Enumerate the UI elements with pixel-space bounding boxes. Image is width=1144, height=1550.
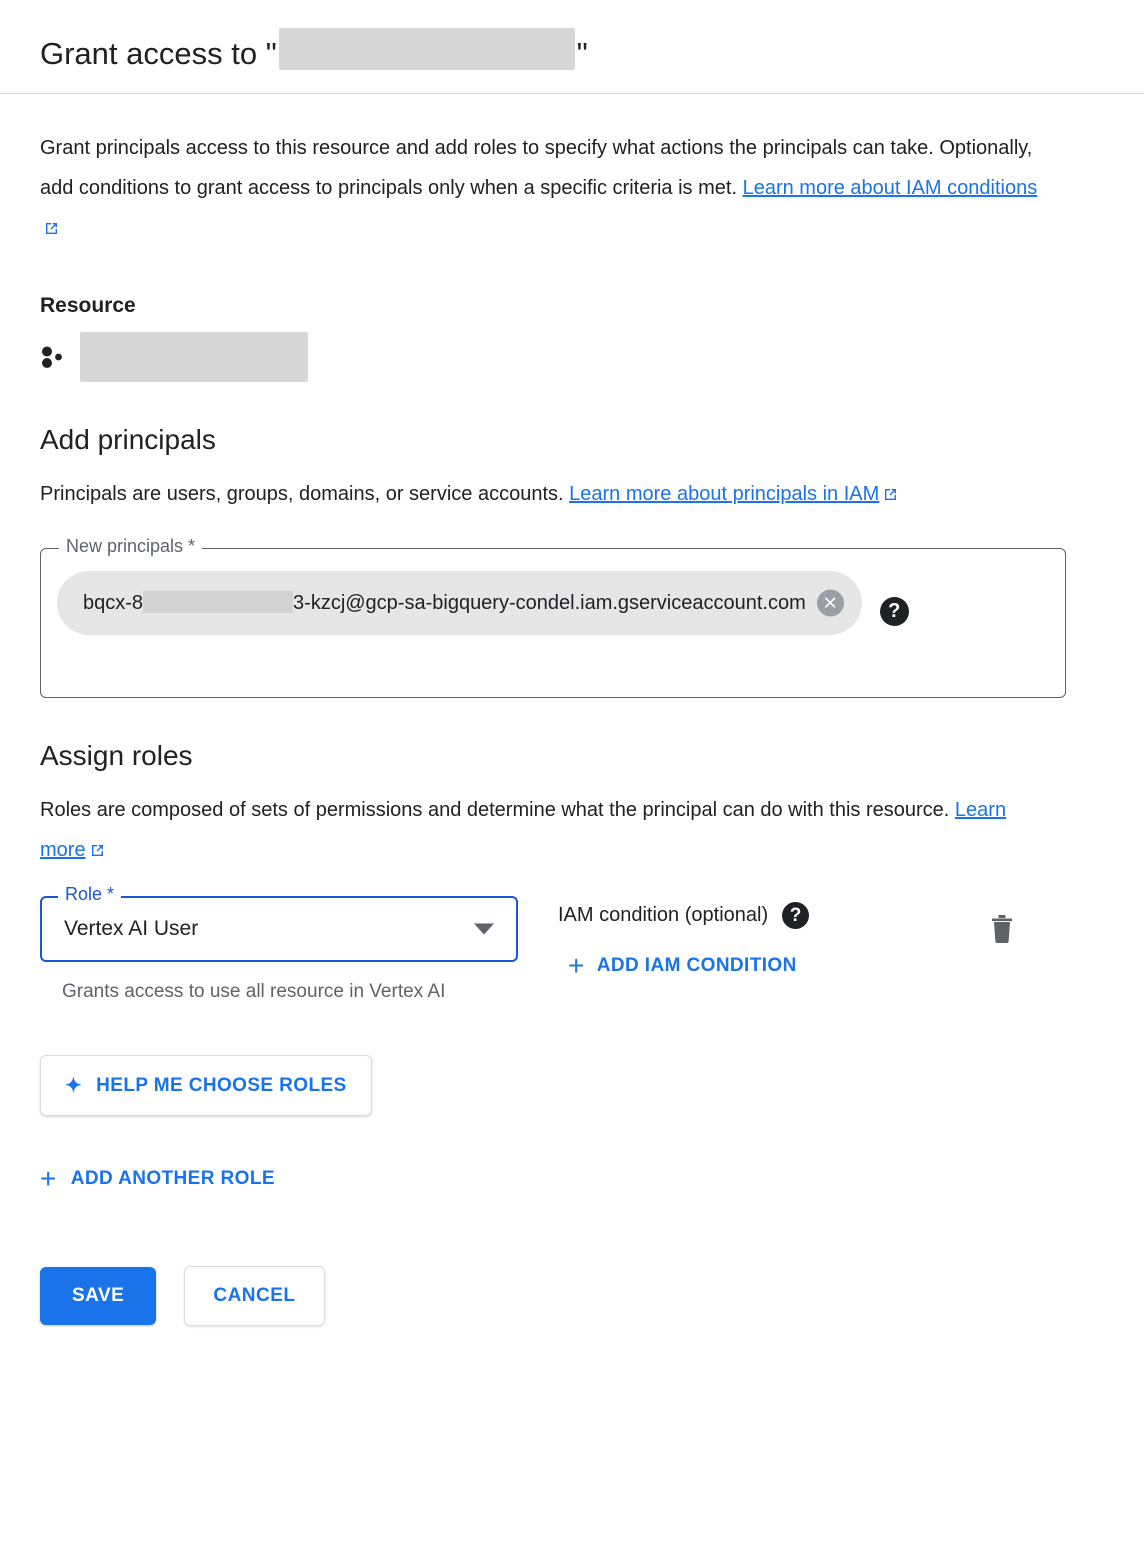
principal-chip-prefix: bqcx-8 [83, 592, 144, 614]
roles-description [40, 790, 1050, 870]
principal-chip-redaction [143, 591, 293, 613]
principal-chip-suffix: 3-kzcj@gcp-sa-bigquery-condel.iam.gserviceaccount.com [293, 592, 806, 614]
iam-condition-column [558, 896, 809, 985]
intro-paragraph [40, 128, 1050, 248]
role-description-hint: Grants access to use all resource in Vertex AI [62, 981, 446, 1002]
sparkle-icon: ✦ [65, 1075, 83, 1097]
help-me-choose-roles-label: HELP ME CHOOSE ROLES [96, 1074, 347, 1096]
iam-condition-label-row [558, 902, 809, 929]
add-another-role-label: ADD ANOTHER ROLE [70, 1168, 275, 1189]
remove-principal-icon[interactable]: × [817, 590, 844, 617]
resource-nodes-icon [40, 344, 66, 370]
add-principals-heading: Add principals [40, 424, 216, 455]
iam-conditions-link[interactable]: Learn more about IAM conditions [742, 177, 1038, 199]
dialog-body [0, 94, 1144, 1366]
plus-icon: + [568, 950, 585, 981]
iam-condition-help-icon[interactable]: ? [782, 902, 809, 929]
dialog-footer [40, 1266, 1104, 1366]
external-link-icon [883, 487, 898, 502]
add-iam-condition-label: ADD IAM CONDITION [596, 955, 797, 976]
roles-learn-more-link[interactable]: Learn more [40, 799, 1007, 861]
redacted-resource-value [80, 332, 308, 382]
external-link-icon [90, 843, 105, 858]
role-row [40, 884, 1104, 1007]
role-selected-value: Vertex AI User [64, 917, 199, 940]
role-select[interactable] [40, 896, 518, 962]
new-principals-field[interactable] [40, 536, 1066, 698]
add-iam-condition-button[interactable] [558, 947, 807, 985]
roles-description-text: Roles are composed of sets of permissions and determine what the principal can do with this resource. [40, 799, 950, 821]
new-principals-label: New principals * [59, 536, 202, 557]
principals-description [40, 474, 1050, 514]
delete-role-button[interactable] [988, 896, 1104, 949]
principals-description-text: Principals are users, groups, domains, or service accounts. [40, 483, 564, 505]
resource-label: Resource [40, 294, 136, 317]
principal-chip-row [57, 571, 1049, 635]
redacted-resource-name [279, 28, 575, 70]
iam-condition-label: IAM condition (optional) [558, 904, 769, 926]
cancel-button[interactable]: CANCEL [184, 1266, 324, 1326]
intro-text: Grant principals access to this resource and add roles to specify what actions the principals can take. Optionally, add conditions to grant access to principals only when a specific criteria is met. [40, 137, 1033, 199]
principals-learn-more-link[interactable]: Learn more about principals in IAM [569, 483, 880, 505]
role-field-label: Role * [58, 884, 121, 905]
principal-chip[interactable] [57, 571, 862, 635]
page-title [40, 22, 588, 72]
plus-icon: + [40, 1163, 57, 1194]
assign-roles-heading: Assign roles [40, 740, 193, 771]
external-link-icon [44, 221, 59, 236]
add-another-role-button[interactable] [40, 1160, 285, 1198]
dialog-title-suffix: " [576, 35, 588, 71]
save-button[interactable]: SAVE [40, 1267, 156, 1325]
chevron-down-icon[interactable] [474, 924, 494, 935]
principals-help-icon[interactable]: ? [880, 597, 909, 626]
dialog-header [0, 0, 1144, 94]
trash-icon [988, 931, 1016, 948]
resource-row [40, 332, 1104, 382]
dialog-title-prefix: Grant access to " [40, 35, 277, 71]
role-select-wrap [40, 884, 518, 962]
help-me-choose-roles-button[interactable] [40, 1055, 372, 1116]
